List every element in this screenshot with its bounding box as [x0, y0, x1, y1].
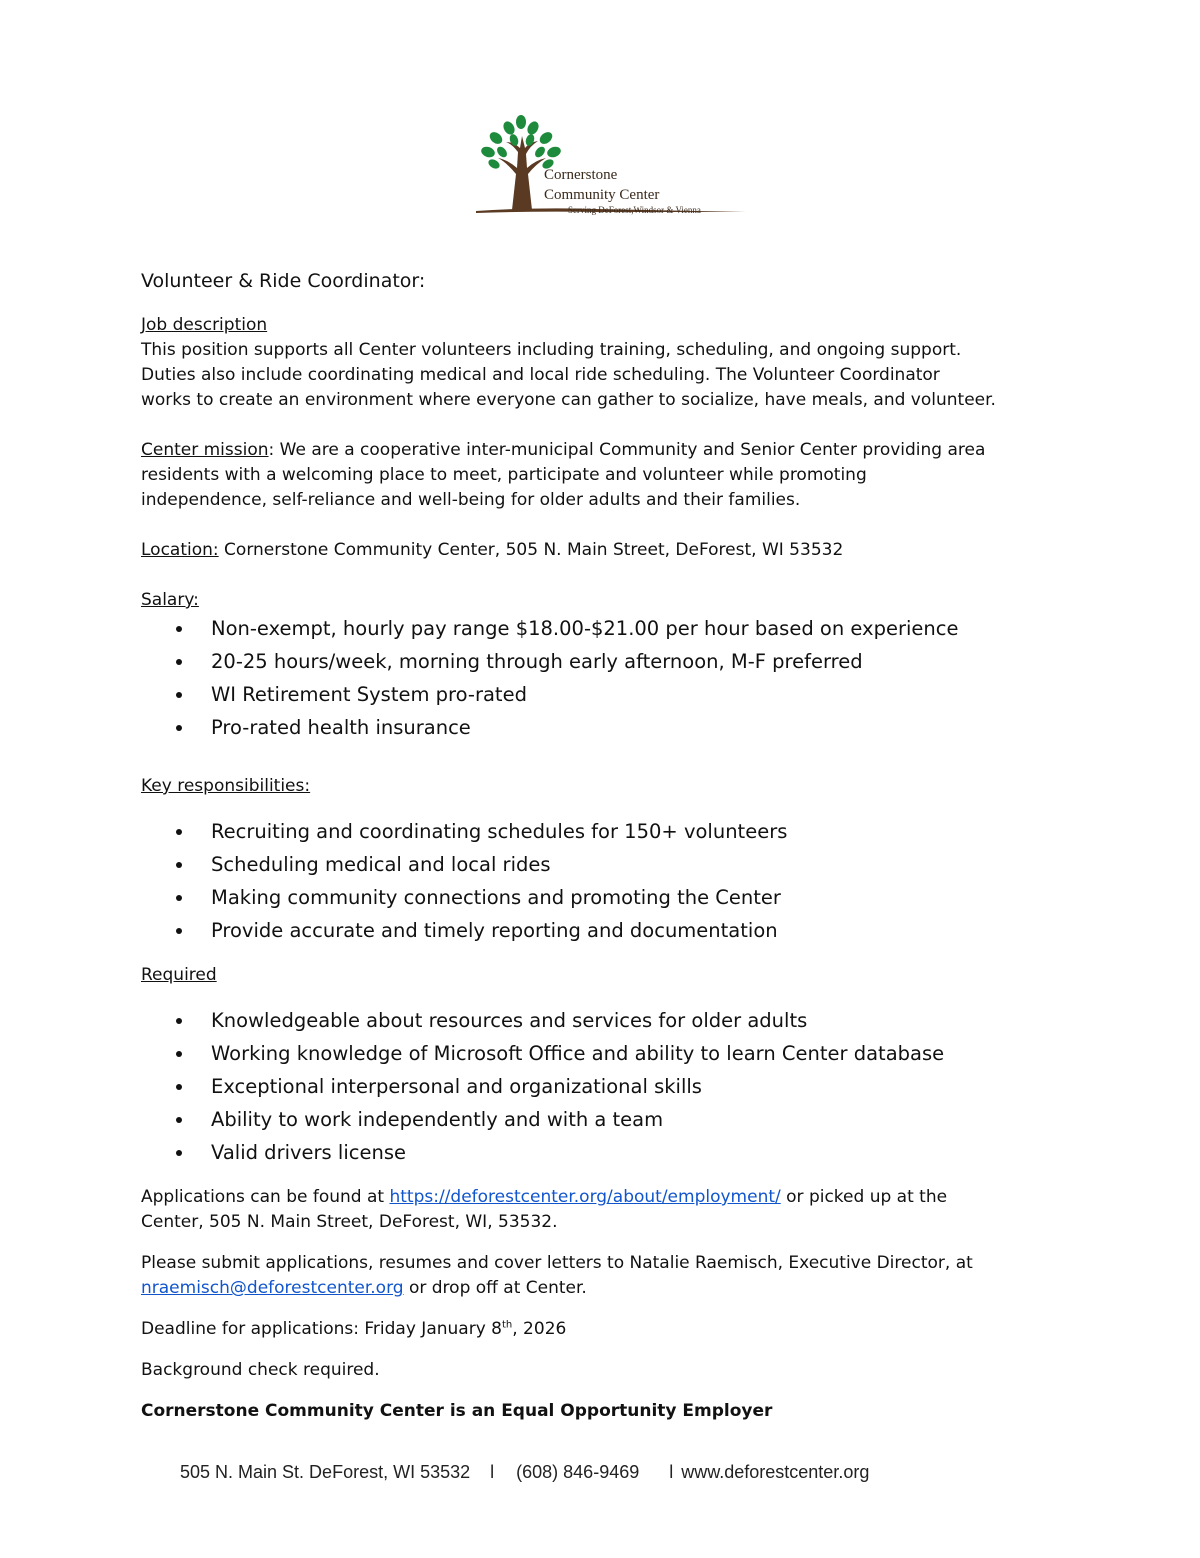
deadline-suffix: , 2026: [512, 1319, 567, 1339]
list-item: Exceptional interpersonal and organizational skills: [172, 1070, 944, 1103]
submit-suffix: or drop off at Center.: [403, 1278, 587, 1298]
mission-heading: Center mission: [141, 440, 269, 460]
email-link[interactable]: nraemisch@deforestcenter.org: [141, 1278, 404, 1298]
mission-text: : We are a cooperative inter-municipal Community and Senior Center providing area: [268, 440, 986, 460]
required-list: [172, 1004, 944, 1169]
list-item: Recruiting and coordinating schedules for 150+ volunteers: [172, 815, 787, 848]
location-line: [141, 538, 843, 563]
footer-separator: l: [490, 1462, 495, 1482]
footer-website: www.deforestcenter.org: [681, 1462, 870, 1482]
footer-separator: l: [669, 1462, 674, 1482]
logo-line-2: Community Center: [544, 187, 660, 203]
list-item: Knowledgeable about resources and services for older adults: [172, 1004, 944, 1037]
location-text: Cornerstone Community Center, 505 N. Main Street, DeForest, WI 53532: [218, 540, 844, 560]
job-description-line: works to create an environment where everyone can gather to socialize, have meals, and volunteer.: [141, 390, 996, 410]
mission-line: [141, 438, 985, 463]
list-item: Valid drivers license: [172, 1136, 944, 1169]
deadline-sup: th: [501, 1319, 513, 1331]
applications-prefix: Applications can be found at: [141, 1187, 390, 1207]
responsibilities-heading: Key responsibilities:: [141, 776, 311, 796]
list-item: WI Retirement System pro-rated: [172, 678, 958, 711]
background-check: Background check required.: [141, 1360, 380, 1380]
footer-phone: (608) 846-9469: [516, 1462, 640, 1482]
footer: [180, 1462, 869, 1483]
equal-opportunity-statement: Cornerstone Community Center is an Equal Opportunity Employer: [141, 1401, 773, 1421]
responsibilities-list: [172, 815, 787, 947]
list-item: 20-25 hours/week, morning through early afternoon, M-F preferred: [172, 645, 958, 678]
required-heading: Required: [141, 965, 217, 985]
list-item: Working knowledge of Microsoft Office and ability to learn Center database: [172, 1037, 944, 1070]
mission-line: residents with a welcoming place to meet, participate and volunteer while promoting: [141, 465, 867, 485]
job-description-line: Duties also include coordinating medical and local ride scheduling. The Volunteer Coordinator: [141, 365, 940, 385]
employment-link[interactable]: https://deforestcenter.org/about/employment/: [389, 1187, 781, 1207]
center-logo: [476, 114, 756, 220]
page-title: Volunteer & Ride Coordinator:: [141, 270, 426, 292]
mission-line: independence, self-reliance and well-being for older adults and their families.: [141, 490, 801, 510]
logo-tagline: Serving DeForest,Windsor & Vienna: [568, 205, 701, 215]
salary-heading: Salary:: [141, 590, 199, 610]
logo-line-1: Cornerstone: [544, 167, 618, 183]
footer-address: 505 N. Main St. DeForest, WI 53532: [180, 1462, 471, 1482]
list-item: Scheduling medical and local rides: [172, 848, 787, 881]
location-heading: Location:: [141, 540, 219, 560]
list-item: Making community connections and promoting the Center: [172, 881, 787, 914]
job-description-line: This position supports all Center volunteers including training, scheduling, and ongoing support.: [141, 340, 962, 360]
applications-suffix: or picked up at the: [780, 1187, 948, 1207]
applications-line: [141, 1185, 947, 1210]
list-item: Pro-rated health insurance: [172, 711, 958, 744]
deadline-line: [141, 1317, 566, 1342]
submit-line: Please submit applications, resumes and cover letters to Natalie Raemisch, Executive Director, at: [141, 1253, 973, 1273]
list-item: Non-exempt, hourly pay range $18.00-$21.00 per hour based on experience: [172, 612, 958, 645]
submit-line-2: [141, 1276, 587, 1301]
list-item: Ability to work independently and with a team: [172, 1103, 944, 1136]
applications-address: Center, 505 N. Main Street, DeForest, WI, 53532.: [141, 1212, 558, 1232]
salary-list: [172, 612, 958, 744]
deadline-prefix: Deadline for applications: Friday January 8: [141, 1319, 502, 1339]
job-description-heading: Job description: [141, 315, 268, 335]
list-item: Provide accurate and timely reporting and documentation: [172, 914, 787, 947]
